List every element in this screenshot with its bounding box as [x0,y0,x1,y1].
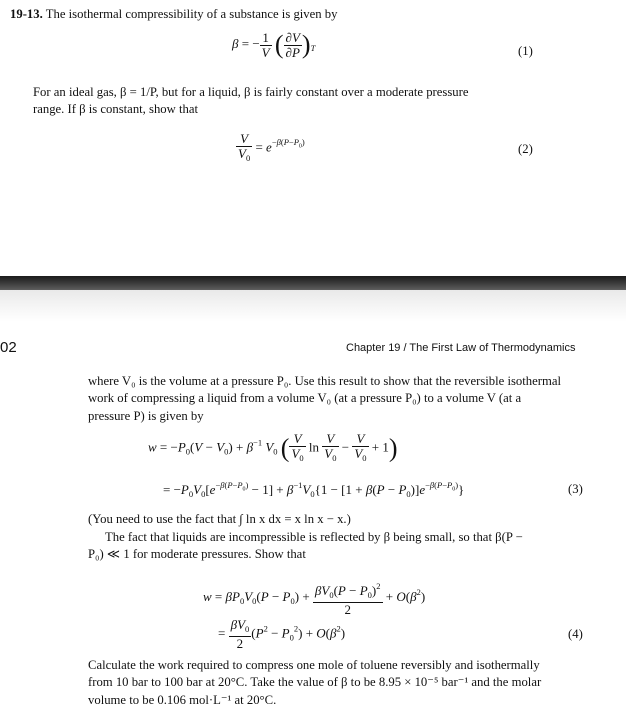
equation-1: β = − $\frac{1}{V}$ ( $\frac{\partial V}{\partial P}$ )$_T$ [232,29,316,60]
paragraph-1-line-2: work of compressing a liquid from a volume V₀ (at a pressure P₀) to a volume V (at a [88,391,522,406]
page-gap [0,290,626,322]
paragraph-1-line-1: where V₀ is the volume at a pressure P₀. Use this result to show that the reversible isothermal [88,374,562,388]
paragraph-2 [88,529,593,564]
equation-2-number: (2) [518,142,533,156]
ideal-gas-paragraph [33,84,573,119]
paragraph-3-line-1: Calculate the work required to compress one mole of toluene reversibly and isothermally [88,658,540,672]
equation-3-number: (3) [568,482,583,496]
problem-intro: The isothermal compressibility of a substance is given by [45,7,338,21]
paragraph-3-line-2: from 10 bar to 100 bar at 20°C. Take the value of β to be 8.95 × 10⁻⁵ bar⁻¹ and the molar [88,675,542,690]
problem-heading [10,6,610,23]
equation-3-line-1: $w = -P_0(V - V_0) + \beta^{-1}$ $V_0$ ( $\frac{V}{V_0}$ ln $\frac{V}{V_0}$ − $\frac{V}{V_0}$ + 1) [148,431,398,463]
paragraph-2-line-1: The fact that liquids are incompressible is reflected by β being small, so that β(P − [105,530,523,544]
ideal-gas-line: For an ideal gas, β = 1/P, but for a liquid, β is fairly constant over a moderate pressure [33,85,469,99]
running-header: Chapter 19 / The First Law of Thermodynamics [346,342,576,354]
paragraph-1-line-3: pressure P) is given by [88,408,204,423]
paragraph-2-line-2: P₀) ≪ 1 for moderate pressures. Show that [88,547,306,562]
page-separator [0,276,626,290]
equation-1-number: (1) [518,44,533,58]
page-number: 02 [0,339,17,356]
paragraph-3-line-3: volume to be 0.106 mol·L⁻¹ at 20°C. [88,692,277,707]
equation-4-line-2: = $\frac{\beta V_0}{2}$ $(P^2 - P_0^2) + O(\beta^2)$ [218,617,346,651]
show-that-line: range. If β is constant, show that [33,102,199,117]
hint-line: (You need to use the fact that ∫ ln x dx = x ln x − x.) [88,512,351,526]
equation-4-number: (4) [568,627,583,641]
equation-4-line-1: $w = \beta P_0V_0(P - P_0)$ + $\frac{\beta V_0(P - P_0)^2}{2}$ + $O(\beta^2)$ [203,581,426,617]
paragraph-1 [88,373,593,425]
equation-2: $\frac{V}{V_0}$ = $e^{-\beta(P-P_0)}$ [238,131,305,163]
problem-number: 19-13. [10,7,43,21]
equation-3-line-2: = $-P_0V_0[e^{-\beta(P-P_0)} - 1] + \beta^{-1}V_0\{1 - [1 + \beta(P - P_0)]e^{-\beta(P-P_0)}\}$ [163,480,465,499]
paragraph-3 [88,657,598,709]
